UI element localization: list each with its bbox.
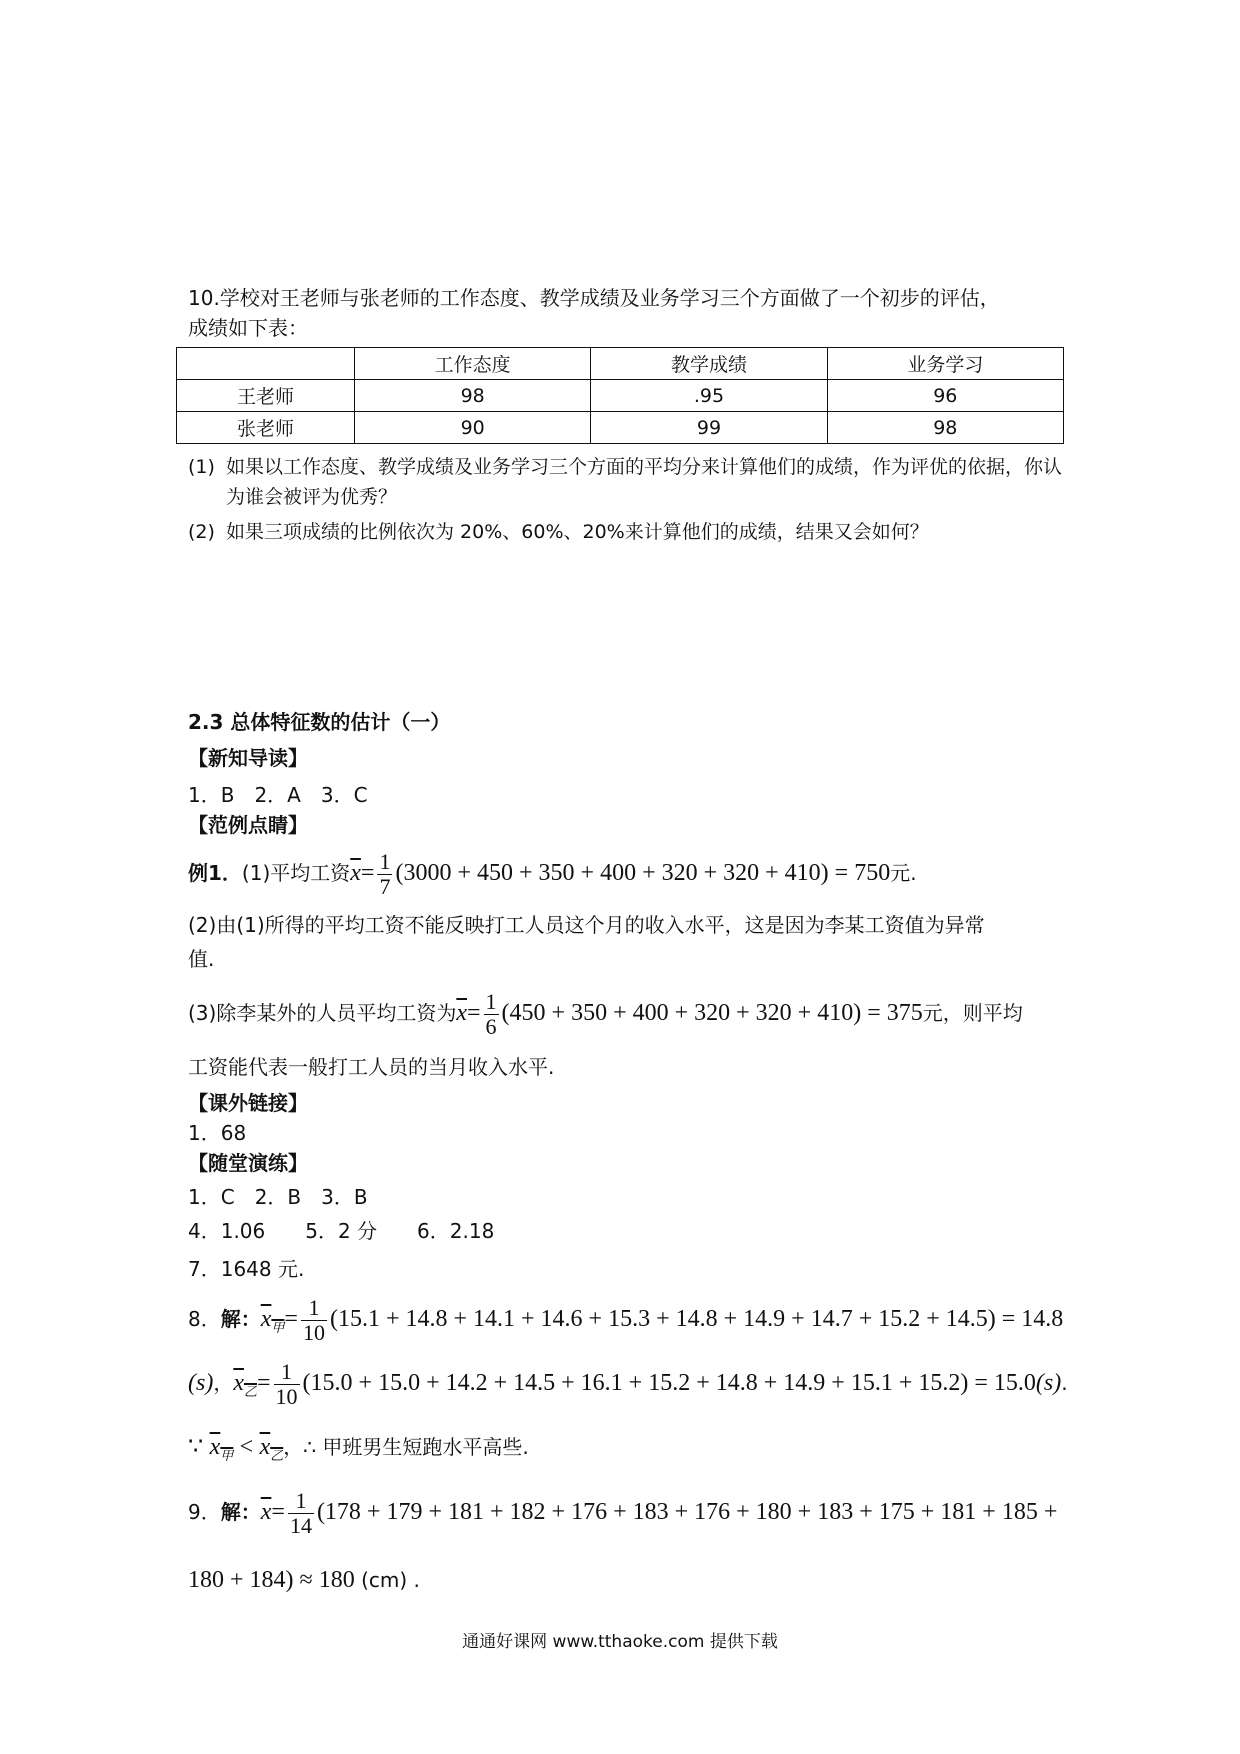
fraction: [484, 990, 499, 1039]
fraction-denominator: 10: [275, 1384, 298, 1409]
problem-9-line2: [188, 1560, 420, 1600]
table-header-cell: 工作态度: [355, 348, 591, 380]
unit-cm: (cm): [361, 1568, 408, 1592]
math-expression: 180 + 184) ≈ 180: [188, 1567, 355, 1593]
math-expression: (178 + 179 + 181 + 182 + 176 + 183 + 176 + 180 + 183 + 175 + 181 + 185 +: [316, 1499, 1058, 1525]
example-text-tail: 元，则平均: [922, 1001, 1023, 1025]
problem-10-intro-line2: 成绩如下表：: [188, 316, 308, 340]
heading-examples: 【范例点睛】: [188, 813, 308, 837]
intro-answers: 1．B 2．A 3．C: [188, 783, 368, 807]
x-bar-symbol: [209, 1434, 234, 1464]
x-bar-symbol: [260, 1306, 285, 1336]
equals-sign: =: [467, 1000, 481, 1026]
example-text: (1)平均工资: [241, 861, 351, 885]
table-cell: 张老师: [177, 412, 355, 444]
practice-answers-row3: 7．1648 元.: [188, 1257, 305, 1281]
fraction-numerator: 1: [288, 1489, 314, 1514]
example-1-part-1: [188, 848, 917, 899]
equals-sign: =: [271, 1499, 285, 1525]
question-text: 如果以工作态度、教学成绩及业务学习三个方面的平均分来计算他们的成绩，作为评优的依据，你认为谁会被评为优秀？: [226, 456, 1063, 508]
x-symbol: x: [260, 1306, 272, 1332]
math-expression: (3000 + 450 + 350 + 400 + 320 + 320 + 410) = 750: [395, 860, 891, 886]
fraction-denominator: 7: [379, 874, 391, 899]
x-symbol: x: [209, 1434, 221, 1460]
problem-8-conclusion: [188, 1430, 529, 1474]
period: .: [1061, 1371, 1068, 1395]
question-2: [188, 517, 1068, 547]
practice-answers-row2: 4．1.06 5．2 分 6．2.18: [188, 1219, 495, 1243]
question-text: 如果三项成绩的比例依次为 20%、60%、20%来计算他们的成绩，结果又会如何？: [226, 521, 929, 543]
unit-seconds: (s): [188, 1370, 214, 1396]
question-number: (2): [188, 521, 215, 543]
heading-new-knowledge: 【新知导读】: [188, 746, 308, 770]
fraction-denominator: 6: [485, 1014, 497, 1039]
example-1-part-2-line2: 值.: [188, 947, 215, 971]
score-table: [176, 347, 1064, 444]
table-cell: 王老师: [177, 380, 355, 412]
table-cell: .95: [591, 380, 827, 412]
problem-8-line2: [188, 1356, 1068, 1420]
table-cell: 99: [591, 412, 827, 444]
problem-10-intro-line1: 10.学校对王老师与张老师的工作态度、教学成绩及业务学习三个方面做了一个初步的评估，: [188, 286, 1000, 310]
example-1-part-3-line2: 工资能代表一般打工人员的当月收入水平.: [188, 1055, 555, 1079]
subscript-jia: 甲: [271, 1320, 285, 1336]
x-bar-symbol: $\overline{x}$: [350, 860, 361, 886]
math-expression: (15.0 + 15.0 + 14.2 + 14.5 + 16.1 + 15.2 + 14.8 + 14.9 + 15.1 + 15.2) = 15.0: [302, 1370, 1036, 1396]
math-expression: (450 + 350 + 400 + 320 + 320 + 410) = 375: [501, 1000, 923, 1026]
fraction-numerator: 1: [485, 989, 497, 1014]
separator: ，: [213, 1371, 234, 1395]
subscript-yi: 乙: [243, 1384, 257, 1400]
unit-text: 元.: [890, 861, 917, 885]
x-bar-symbol: $\overline{x}$: [456, 1000, 467, 1026]
fraction: [288, 1489, 314, 1538]
table-header-row: [177, 348, 1064, 380]
table-header-cell: [177, 348, 355, 380]
fraction: [274, 1360, 300, 1409]
problem-number: 8．: [188, 1307, 221, 1331]
table-header-cell: 业务学习: [827, 348, 1063, 380]
solution-label: 解：: [220, 1500, 261, 1524]
links-answer: 1．68: [188, 1121, 247, 1145]
x-bar-symbol: [259, 1434, 284, 1464]
conclusion-text: ，∴ 甲班男生短跑水平高些.: [283, 1435, 529, 1459]
example-label: 例1．: [188, 861, 242, 885]
equals-sign: =: [360, 860, 375, 886]
example-1-part-2-line1: (2)由(1)所得的平均工资不能反映打工人员这个月的收入水平，这是因为李某工资值为异常: [188, 913, 985, 937]
table-row: [177, 412, 1064, 444]
x-bar-symbol: $\overline{x}$: [260, 1499, 272, 1525]
table-cell: 90: [355, 412, 591, 444]
practice-answers-row1: 1．C 2．B 3．B: [188, 1185, 368, 1209]
table-header-cell: 教学成绩: [591, 348, 827, 380]
subscript-yi: 乙: [270, 1448, 284, 1464]
table-row: [177, 380, 1064, 412]
table-cell: 96: [827, 380, 1063, 412]
solution-label: 解：: [220, 1307, 261, 1331]
problem-8-line1: [188, 1292, 1063, 1356]
example-text: (3)除李某外的人员平均工资为: [188, 1001, 457, 1025]
table-cell: 98: [827, 412, 1063, 444]
x-symbol: x: [259, 1434, 271, 1460]
section-title: 2.3 总体特征数的估计（一）: [188, 710, 451, 734]
period: .: [413, 1568, 420, 1592]
problem-number: 9．: [188, 1500, 221, 1524]
fraction-numerator: 1: [301, 1296, 327, 1321]
equals-sign: =: [284, 1306, 298, 1332]
question-number: (1): [188, 456, 215, 478]
table-cell: 98: [355, 380, 591, 412]
fraction: [301, 1296, 327, 1345]
equals-sign: =: [257, 1370, 271, 1396]
fraction: [377, 850, 392, 899]
unit-seconds: (s): [1035, 1370, 1062, 1396]
less-than-sign: <: [239, 1434, 254, 1460]
heading-extracurricular: 【课外链接】: [188, 1091, 308, 1115]
x-symbol: x: [233, 1370, 244, 1396]
fraction-denominator: 10: [302, 1320, 325, 1345]
math-expression: (15.1 + 14.8 + 14.1 + 14.6 + 15.3 + 14.8 + 14.9 + 14.7 + 15.2 + 14.5) = 14.8: [329, 1306, 1064, 1332]
question-1: [188, 452, 1068, 512]
fraction-denominator: 14: [289, 1513, 312, 1538]
example-1-part-3: [188, 988, 1023, 1039]
subscript-jia: 甲: [220, 1448, 234, 1464]
fraction-numerator: 1: [379, 849, 391, 874]
because-symbol: ∵: [188, 1434, 204, 1460]
heading-practice: 【随堂演练】: [188, 1151, 308, 1175]
fraction-numerator: 1: [274, 1360, 300, 1385]
x-bar-symbol: [233, 1370, 257, 1400]
problem-9-line1: [188, 1484, 1057, 1540]
page-footer: 通通好课网 www.tthaoke.com 提供下载: [462, 1632, 778, 1652]
